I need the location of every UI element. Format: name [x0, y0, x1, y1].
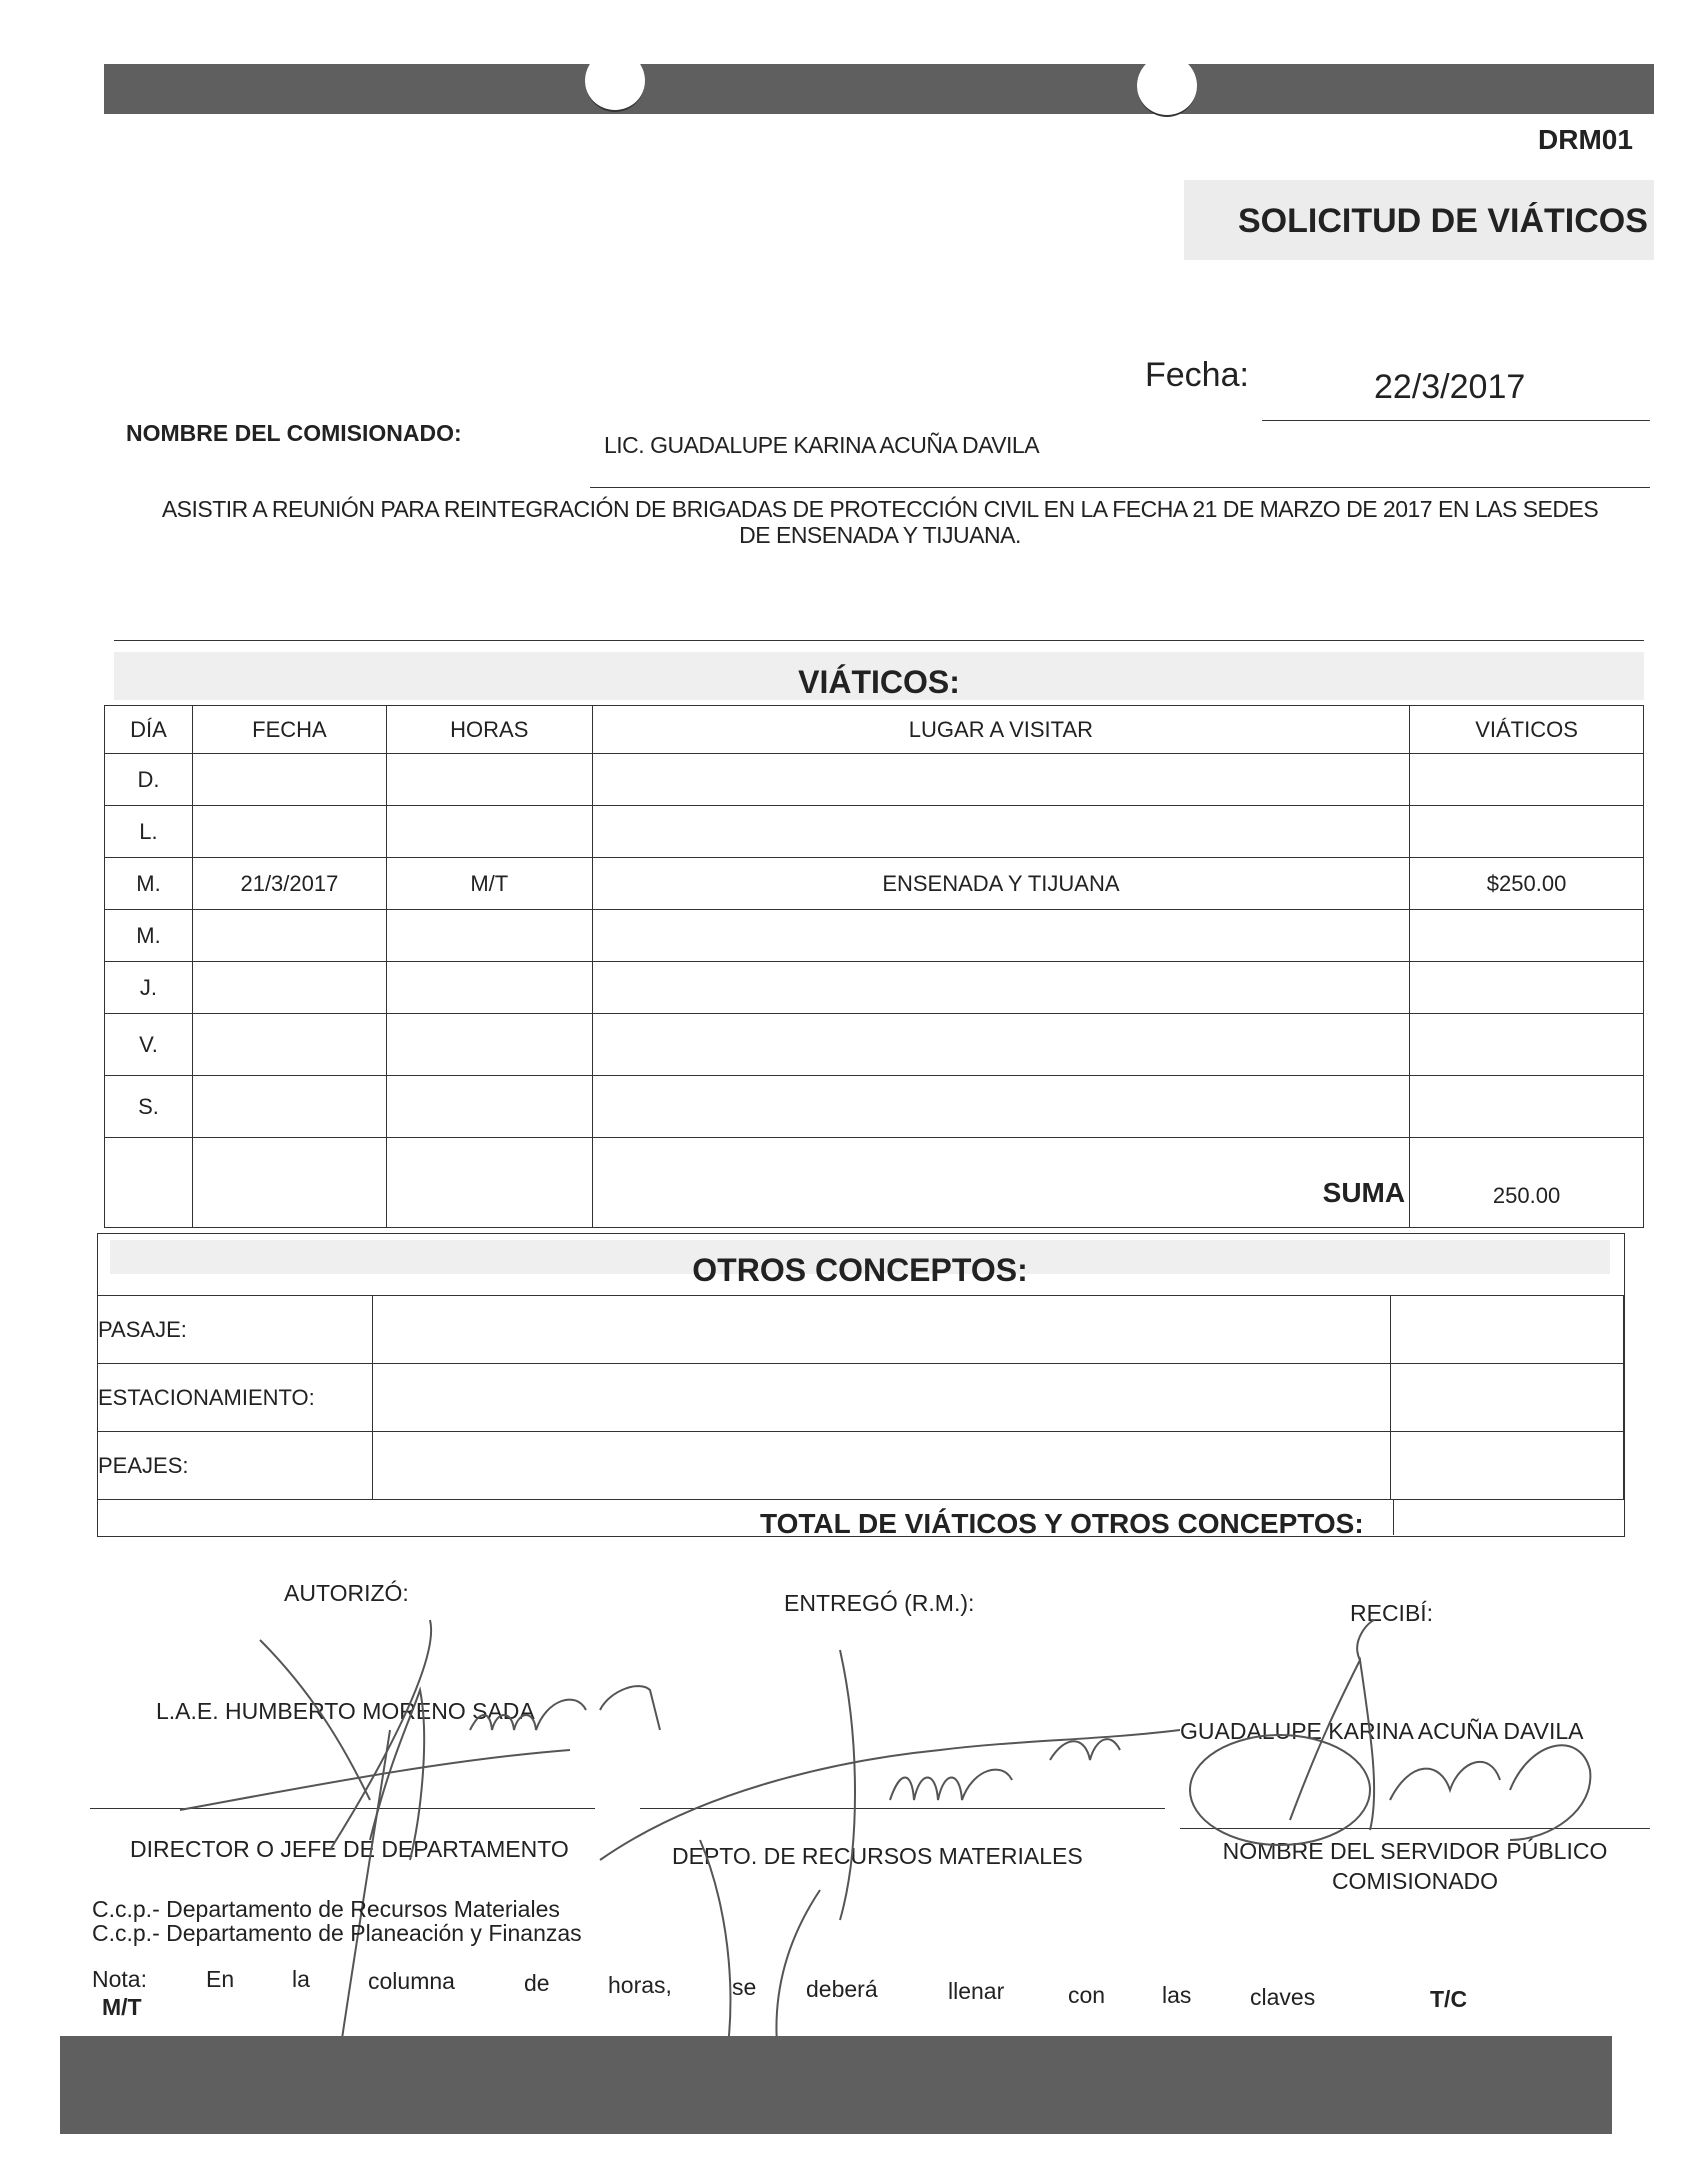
ccp-line-1: C.c.p.- Departamento de Recursos Materiales: [92, 1896, 560, 1922]
header-viaticos: VIÁTICOS: [1410, 706, 1644, 754]
entrego-role: DEPTO. DE RECURSOS MATERIALES: [672, 1843, 1083, 1869]
fecha-cell: [192, 1014, 386, 1076]
nota-word: columna: [368, 1968, 455, 1994]
fecha-cell: [192, 910, 386, 962]
day-cell: M.: [105, 910, 193, 962]
recibi-label: RECIBÍ:: [1350, 1600, 1434, 1626]
monto-cell: [1410, 806, 1644, 858]
purpose-line-2: DE ENSENADA Y TIJUANA.: [739, 522, 1021, 548]
header-horas: HORAS: [386, 706, 592, 754]
table-row: [105, 910, 1644, 962]
table-row: [97, 1432, 1624, 1500]
table-row: [105, 1014, 1644, 1076]
header-fecha: FECHA: [192, 706, 386, 754]
nota-code-tc: T/C: [1430, 1986, 1468, 2012]
bottom-band: [60, 2036, 1612, 2134]
horas-cell: M/T: [386, 858, 592, 910]
total-label: TOTAL DE VIÁTICOS Y OTROS CONCEPTOS:: [760, 1508, 1364, 1539]
horas-cell: [386, 1076, 592, 1138]
purpose-line-1: ASISTIR A REUNIÓN PARA REINTEGRACIÓN DE BRIGADAS DE PROTECCIÓN CIVIL EN LA FECHA 21 DE MARZO DE 2017 EN LAS SEDES: [161, 496, 1599, 522]
nota-word: horas,: [608, 1972, 672, 1998]
lugar-cell: [592, 910, 1409, 962]
sum-label: SUMA: [592, 1138, 1409, 1228]
form-code: DRM01: [1538, 124, 1633, 155]
fecha-cell: 21/3/2017: [192, 858, 386, 910]
nota-word: claves: [1250, 1984, 1316, 2010]
commissioner-name: LIC. GUADALUPE KARINA ACUÑA DAVILA: [604, 432, 1040, 458]
otros-label: PEAJES:: [97, 1432, 373, 1500]
fecha-cell: [192, 1076, 386, 1138]
sum-row: [105, 1138, 1644, 1228]
nota-word: deberá: [806, 1976, 878, 2002]
nota-word: En: [206, 1966, 235, 1992]
commissioner-underline: [590, 487, 1650, 488]
nota-word: las: [1162, 1982, 1192, 2008]
recibi-name: GUADALUPE KARINA ACUÑA DAVILA: [1180, 1718, 1584, 1744]
table-row: [105, 1076, 1644, 1138]
table-row: [105, 962, 1644, 1014]
lugar-cell: [592, 1014, 1409, 1076]
nota-word: llenar: [948, 1978, 1005, 2004]
lugar-cell: [592, 806, 1409, 858]
table-row: [105, 754, 1644, 806]
viaticos-header-row: [105, 706, 1644, 754]
entrego-label: ENTREGÓ (R.M.):: [784, 1590, 975, 1616]
sum-value: 250.00: [1410, 1138, 1644, 1228]
nota-word: de: [524, 1970, 550, 1996]
top-band: [104, 64, 1654, 114]
nota-code-mt: M/T: [102, 1994, 142, 2020]
nota-word: se: [732, 1974, 757, 2000]
monto-cell: [1410, 754, 1644, 806]
form-title: SOLICITUD DE VIÁTICOS: [1238, 202, 1648, 240]
date-value: 22/3/2017: [1374, 368, 1526, 406]
monto-cell: [1410, 962, 1644, 1014]
day-cell: D.: [105, 754, 193, 806]
day-cell: J.: [105, 962, 193, 1014]
table-row: [105, 858, 1644, 910]
fecha-cell: [192, 962, 386, 1014]
autorizo-name: L.A.E. HUMBERTO MORENO SADA: [156, 1698, 535, 1724]
header-dia: DÍA: [105, 706, 193, 754]
nota-word: Nota:: [92, 1966, 147, 1992]
horas-cell: [386, 754, 592, 806]
otros-value: [1391, 1364, 1624, 1432]
monto-cell: [1410, 910, 1644, 962]
table-row: [105, 806, 1644, 858]
otros-table: [97, 1295, 1624, 1500]
date-label: Fecha:: [1145, 356, 1249, 394]
ccp-line-2: C.c.p.- Departamento de Planeación y Finanzas: [92, 1920, 582, 1946]
horas-cell: [386, 806, 592, 858]
signature-entrego-icon: [580, 1590, 1200, 2110]
signature-recibi-icon: [1170, 1620, 1630, 1860]
otros-title: OTROS CONCEPTOS:: [692, 1252, 1028, 1288]
otros-label: PASAJE:: [97, 1296, 373, 1364]
date-underline: [1262, 420, 1650, 421]
commissioner-label: NOMBRE DEL COMISIONADO:: [126, 420, 462, 446]
lugar-cell: ENSENADA Y TIJUANA: [592, 858, 1409, 910]
fecha-cell: [192, 754, 386, 806]
recibi-role-line-2: COMISIONADO: [1331, 1868, 1499, 1894]
autorizo-label: AUTORIZÓ:: [284, 1580, 409, 1606]
autorizo-role: DIRECTOR O JEFE DE DEPARTAMENTO: [130, 1836, 569, 1862]
nota-word: con: [1068, 1982, 1106, 2008]
horas-cell: [386, 962, 592, 1014]
fecha-cell: [192, 806, 386, 858]
monto-cell: $250.00: [1410, 858, 1644, 910]
punch-hole-left: [585, 50, 645, 112]
total-value-box: [1393, 1499, 1625, 1535]
viaticos-title: VIÁTICOS:: [798, 664, 960, 700]
horas-cell: [386, 910, 592, 962]
day-cell: M.: [105, 858, 193, 910]
header-lugar: LUGAR A VISITAR: [592, 706, 1409, 754]
table-row: [97, 1364, 1624, 1432]
day-cell: S.: [105, 1076, 193, 1138]
day-cell: V.: [105, 1014, 193, 1076]
punch-hole-right: [1137, 55, 1197, 117]
monto-cell: [1410, 1076, 1644, 1138]
viaticos-top-rule: [114, 640, 1644, 641]
otros-value: [1391, 1296, 1624, 1364]
table-row: [97, 1296, 1624, 1364]
otros-value: [1391, 1432, 1624, 1500]
recibi-role-line-1: NOMBRE DEL SERVIDOR PÚBLICO: [1222, 1838, 1608, 1864]
monto-cell: [1410, 1014, 1644, 1076]
otros-label: ESTACIONAMIENTO:: [97, 1364, 373, 1432]
lugar-cell: [592, 754, 1409, 806]
lugar-cell: [592, 962, 1409, 1014]
viaticos-table: [104, 705, 1644, 1228]
day-cell: L.: [105, 806, 193, 858]
nota-word: la: [292, 1966, 310, 1992]
horas-cell: [386, 1014, 592, 1076]
lugar-cell: [592, 1076, 1409, 1138]
